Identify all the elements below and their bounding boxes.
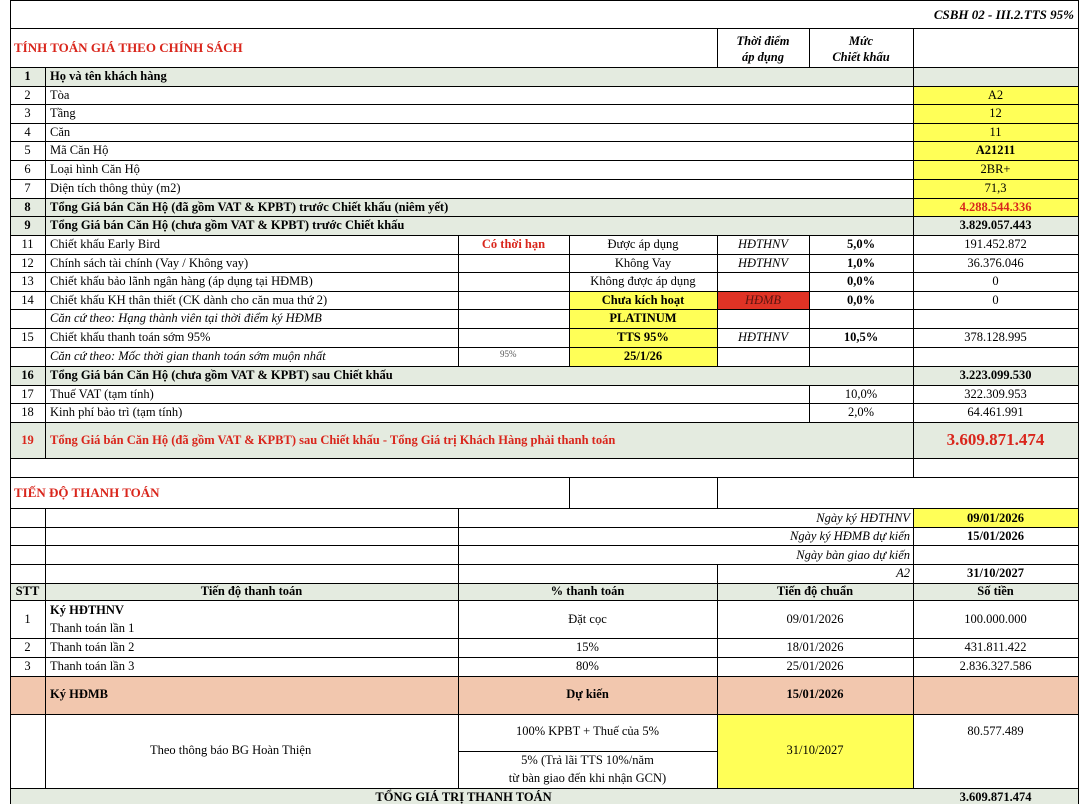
unit-value: 11 — [989, 125, 1002, 139]
time-limited-tag: Có thời hạn — [481, 237, 546, 251]
total-value: 3.609.871.474 — [959, 790, 1032, 804]
status-cell: Chưa kích hoạt — [601, 293, 685, 307]
handover-row-label: Theo thông báo BG Hoàn Thiện — [150, 743, 312, 757]
row-label: Tầng — [50, 106, 76, 120]
header-std: Tiến độ chuẩn — [776, 584, 854, 598]
row-label: Họ và tên khách hàng — [50, 69, 167, 83]
handover-pct-2b: từ bàn giao đến khi nhận GCN) — [508, 771, 667, 785]
pct-cell: 0,0% — [846, 274, 876, 288]
payment-date: 09/01/2026 — [786, 612, 844, 626]
col-discount-header-text: Mức Chiết khấu — [832, 34, 890, 65]
price-before-discount-value: 3.829.057.443 — [959, 218, 1032, 232]
time-cell: HĐTHNV — [737, 237, 788, 251]
payment-amount: 431.811.422 — [964, 640, 1027, 654]
floor-value: 12 — [989, 106, 1002, 120]
row-no: 13 — [21, 274, 34, 288]
row-note: Căn cứ theo: Hạng thành viên tại thời điểm ký HĐMB — [50, 311, 322, 325]
row-no: 2 — [24, 88, 31, 102]
sign-hdthnv-label: Ngày ký HĐTHNV — [816, 511, 910, 525]
hdmb-date: 15/01/2026 — [786, 687, 844, 701]
payment-amount: 100.000.000 — [964, 612, 1027, 626]
tower-value: A2 — [987, 88, 1004, 102]
handover-row-amount: 80.577.489 — [967, 724, 1024, 738]
row-label: Mã Căn Hộ — [50, 143, 109, 157]
row-label: Tòa — [50, 88, 70, 102]
row-label: Tổng Giá bán Căn Hộ (chưa gồm VAT & KPBT) sau Chiết khấu — [50, 368, 393, 382]
amount-cell: 0 — [992, 293, 999, 307]
sign-hdmb-label: Ngày ký HĐMB dự kiến — [790, 529, 910, 543]
header-stt: STT — [15, 584, 40, 598]
pct-cell: 5,0% — [846, 237, 876, 251]
row-no: 4 — [24, 125, 31, 139]
row-note: Căn cứ theo: Mốc thời gian thanh toán sớm muộn nhất — [50, 349, 326, 363]
sign-hdmb-date: 15/01/2026 — [967, 529, 1024, 543]
amount-cell: 191.452.872 — [964, 237, 1027, 251]
time-cell: HĐMB — [744, 293, 782, 307]
row-label: Tổng Giá bán Căn Hộ (đã gồm VAT & KPBT) sau Chiết khấu - Tổng Giá trị Khách Hàng phải thanh toán — [50, 433, 616, 447]
pct-cell: 0,0% — [846, 293, 876, 307]
payment-title: Ký HĐTHNV — [50, 603, 124, 617]
schedule-title: TIẾN ĐỘ THANH TOÁN — [14, 485, 160, 500]
row-label: Căn — [50, 125, 71, 139]
handover-row-date: 31/10/2027 — [786, 743, 844, 757]
handover-pct-2a: 5% (Trả lãi TTS 10%/năm — [521, 753, 654, 767]
row-no: 3 — [24, 106, 31, 120]
row-no: 6 — [24, 162, 31, 176]
tower-ref: A2 — [896, 566, 910, 580]
handover-date: 31/10/2027 — [967, 566, 1024, 580]
hdmb-pct: Dự kiến — [566, 687, 609, 701]
pct-cell: 1,0% — [846, 256, 876, 270]
row-label: Loại hình Căn Hộ — [50, 162, 140, 176]
header-pct: % thanh toán — [550, 584, 625, 598]
row-no: 18 — [21, 405, 34, 419]
sign-hdthnv-date: 09/01/2026 — [967, 511, 1024, 525]
row-no: 17 — [21, 387, 34, 401]
handover-label: Ngày bàn giao dự kiến — [796, 548, 910, 562]
total-label: TỔNG GIÁ TRỊ THANH TOÁN — [375, 790, 552, 804]
amount-cell: 36.376.046 — [967, 256, 1024, 270]
row-no: 16 — [21, 368, 34, 382]
apartment-code-value: A21211 — [975, 143, 1016, 157]
col-time-header — [717, 33, 809, 66]
header-progress: Tiến độ thanh toán — [200, 584, 303, 598]
row-label: Chính sách tài chính (Vay / Không vay) — [50, 256, 249, 270]
hdmb-label: Ký HĐMB — [50, 687, 108, 701]
deadline-date: 25/1/26 — [623, 349, 663, 363]
amount-cell: 0 — [992, 274, 999, 288]
row-no: 11 — [21, 237, 34, 251]
row-label: Thuế VAT (tạm tính) — [50, 387, 154, 401]
amount-cell: 64.461.991 — [967, 405, 1024, 419]
row-no: 12 — [21, 256, 34, 270]
payment-no: 1 — [24, 612, 31, 626]
time-cell: HĐTHNV — [737, 330, 788, 344]
row-no: 1 — [24, 69, 31, 83]
row-no: 19 — [21, 433, 34, 447]
payment-pct: Đặt cọc — [568, 612, 607, 626]
doc-code: CSBH 02 - III.2.TTS 95% — [933, 7, 1074, 22]
row-label: Tổng Giá bán Căn Hộ (chưa gồm VAT & KPBT) trước Chiết khấu — [50, 218, 405, 232]
row-no: 8 — [24, 200, 31, 214]
payment-label: Thanh toán lần 3 — [50, 659, 135, 673]
listed-price-value: 4.288.544.336 — [959, 200, 1032, 214]
row-no: 15 — [21, 330, 34, 344]
policy-section-title: TÍNH TOÁN GIÁ THEO CHÍNH SÁCH — [14, 40, 243, 55]
row-label: Chiết khấu bảo lãnh ngân hàng (áp dụng tại HĐMB) — [50, 274, 313, 288]
area-value: 71,3 — [984, 181, 1007, 195]
pct-cell: 2,0% — [847, 405, 875, 419]
row-note-mid: 95% — [500, 349, 517, 359]
handover-pct-1: 100% KPBT + Thuế của 5% — [515, 724, 660, 738]
status-cell: Được áp dụng — [607, 237, 679, 251]
col-time-header-text: Thời điểm áp dụng — [736, 34, 790, 65]
payment-pct: 80% — [576, 659, 599, 673]
pct-cell: 10,0% — [844, 387, 878, 401]
row-label: Chiết khấu Early Bird — [50, 237, 161, 251]
row-no: 7 — [24, 181, 31, 195]
amount-cell: 378.128.995 — [964, 330, 1027, 344]
payment-date: 18/01/2026 — [786, 640, 844, 654]
status-cell: TTS 95% — [617, 330, 669, 344]
price-after-discount-value: 3.223.099.530 — [959, 368, 1032, 382]
header-amount: Số tiền — [977, 584, 1014, 598]
row-label: Diện tích thông thủy (m2) — [50, 181, 181, 195]
payment-amount: 2.836.327.586 — [959, 659, 1032, 673]
amount-cell: 322.309.953 — [964, 387, 1027, 401]
type-value: 2BR+ — [980, 162, 1011, 176]
payment-date: 25/01/2026 — [786, 659, 844, 673]
payment-label: Thanh toán lần 1 — [50, 621, 135, 635]
payment-label: Thanh toán lần 2 — [50, 640, 135, 654]
grand-total-value: 3.609.871.474 — [946, 430, 1045, 449]
row-no: 14 — [21, 293, 34, 307]
row-label: Tổng Giá bán Căn Hộ (đã gồm VAT & KPBT) trước Chiết khấu (niêm yết) — [50, 200, 449, 214]
status-cell: Không được áp dụng — [590, 274, 696, 288]
row-label: Kinh phí bảo trì (tạm tính) — [50, 405, 183, 419]
payment-pct: 15% — [576, 640, 599, 654]
row-label: Chiết khấu KH thân thiết (CK dành cho căn mua thứ 2) — [50, 293, 328, 307]
row-1-band — [10, 67, 1078, 86]
pct-cell: 10,5% — [843, 330, 879, 344]
status-cell: Không Vay — [614, 256, 672, 270]
col-discount-header — [809, 33, 913, 66]
membership-tier: PLATINUM — [609, 311, 677, 325]
payment-no: 2 — [24, 640, 31, 654]
row-no: 9 — [24, 218, 31, 232]
row-no: 5 — [24, 143, 31, 157]
row-label: Chiết khấu thanh toán sớm 95% — [50, 330, 211, 344]
payment-no: 3 — [24, 659, 31, 673]
time-cell: HĐTHNV — [737, 256, 788, 270]
